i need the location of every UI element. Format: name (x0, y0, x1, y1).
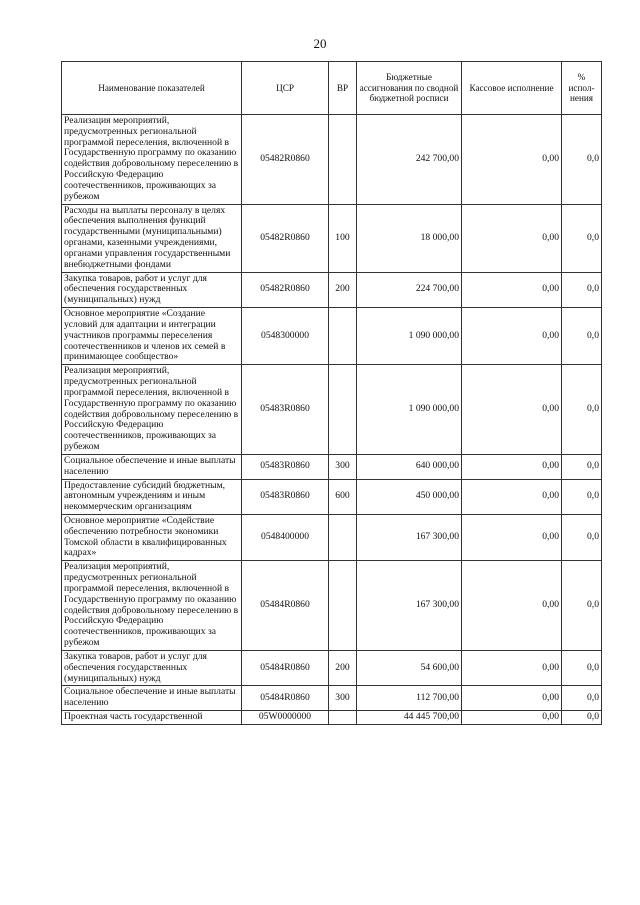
cell-budget: 54 600,00 (357, 650, 462, 685)
cell-name: Основное мероприятие «Создание условий для адаптации и интеграции участников программы переселения соотечественников и членов их семей в принимающее сообщество» (62, 308, 242, 365)
cell-vr: 600 (329, 479, 357, 514)
header-cash: Кассовое исполнение (462, 62, 562, 115)
cell-vr (329, 365, 357, 455)
cell-vr: 100 (329, 204, 357, 272)
table-row (62, 686, 602, 711)
cell-percent: 0,0 (562, 308, 602, 365)
table-row (62, 365, 602, 455)
cell-cash: 0,00 (462, 711, 562, 725)
cell-csr: 05482R0860 (242, 115, 329, 205)
cell-vr (329, 711, 357, 725)
cell-percent: 0,0 (562, 711, 602, 725)
cell-cash: 0,00 (462, 454, 562, 479)
cell-percent: 0,0 (562, 454, 602, 479)
cell-percent: 0,0 (562, 650, 602, 685)
cell-csr: 05482R0860 (242, 204, 329, 272)
cell-csr: 05484R0860 (242, 650, 329, 685)
header-name: Наименование показателей (62, 62, 242, 115)
cell-vr (329, 308, 357, 365)
cell-budget: 640 000,00 (357, 454, 462, 479)
cell-csr: 05484R0860 (242, 686, 329, 711)
cell-cash: 0,00 (462, 204, 562, 272)
cell-name: Реализация мероприятий, предусмотренных региональной программой переселения, включенной в Государственную программу по оказанию содействия добровольному переселению в Российскую Федерацию соотечественников, проживающих за рубежом (62, 365, 242, 455)
cell-budget: 1 090 000,00 (357, 365, 462, 455)
cell-csr: 05483R0860 (242, 454, 329, 479)
table-row (62, 650, 602, 685)
cell-cash: 0,00 (462, 479, 562, 514)
cell-budget: 18 000,00 (357, 204, 462, 272)
cell-percent: 0,0 (562, 686, 602, 711)
cell-budget: 167 300,00 (357, 561, 462, 651)
cell-name: Закупка товаров, работ и услуг для обеспечения государственных (муниципальных) нужд (62, 650, 242, 685)
table-row (62, 115, 602, 205)
header-percent: % испол-нения (562, 62, 602, 115)
cell-name: Реализация мероприятий, предусмотренных региональной программой переселения, включенной в Государственную программу по оказанию содействия добровольному переселению в Российскую Федерацию соотечественников, проживающих за рубежом (62, 561, 242, 651)
table-row (62, 204, 602, 272)
cell-percent: 0,0 (562, 479, 602, 514)
cell-csr: 0548400000 (242, 514, 329, 560)
cell-budget: 44 445 700,00 (357, 711, 462, 725)
cell-percent: 0,0 (562, 514, 602, 560)
cell-csr: 05484R0860 (242, 561, 329, 651)
cell-name: Основное мероприятие «Содействие обеспечению потребности экономики Томской области в квалифицированных кадрах» (62, 514, 242, 560)
cell-vr: 200 (329, 272, 357, 307)
cell-budget: 167 300,00 (357, 514, 462, 560)
cell-cash: 0,00 (462, 115, 562, 205)
cell-budget: 112 700,00 (357, 686, 462, 711)
cell-csr: 05W0000000 (242, 711, 329, 725)
cell-cash: 0,00 (462, 514, 562, 560)
cell-percent: 0,0 (562, 204, 602, 272)
cell-percent: 0,0 (562, 272, 602, 307)
cell-vr: 300 (329, 454, 357, 479)
cell-name: Социальное обеспечение и иные выплаты населению (62, 454, 242, 479)
cell-cash: 0,00 (462, 650, 562, 685)
cell-percent: 0,0 (562, 561, 602, 651)
cell-name: Закупка товаров, работ и услуг для обеспечения государственных (муниципальных) нужд (62, 272, 242, 307)
table-row (62, 308, 602, 365)
cell-percent: 0,0 (562, 115, 602, 205)
budget-table (61, 61, 602, 725)
cell-cash: 0,00 (462, 561, 562, 651)
cell-budget: 224 700,00 (357, 272, 462, 307)
cell-csr: 0548300000 (242, 308, 329, 365)
table-header-row (62, 62, 602, 115)
cell-cash: 0,00 (462, 308, 562, 365)
header-vr: ВР (329, 62, 357, 115)
header-budget: Бюджетные ассигнования по сводной бюджетной росписи (357, 62, 462, 115)
cell-vr: 300 (329, 686, 357, 711)
cell-budget: 450 000,00 (357, 479, 462, 514)
cell-vr (329, 514, 357, 560)
cell-vr (329, 115, 357, 205)
cell-percent: 0,0 (562, 365, 602, 455)
cell-cash: 0,00 (462, 272, 562, 307)
cell-vr: 200 (329, 650, 357, 685)
cell-csr: 05482R0860 (242, 272, 329, 307)
cell-name: Реализация мероприятий, предусмотренных региональной программой переселения, включенной в Государственную программу по оказанию содействия добровольному переселению в Российскую Федерацию соотечественников, проживающих за рубежом (62, 115, 242, 205)
table-row (62, 711, 602, 725)
header-csr: ЦСР (242, 62, 329, 115)
cell-vr (329, 561, 357, 651)
cell-csr: 05483R0860 (242, 365, 329, 455)
table-row (62, 479, 602, 514)
table-row (62, 454, 602, 479)
cell-name: Социальное обеспечение и иные выплаты населению (62, 686, 242, 711)
cell-name: Предоставление субсидий бюджетным, автономным учреждениям и иным некоммерческим организациям (62, 479, 242, 514)
cell-name: Проектная часть государственной (62, 711, 242, 725)
cell-cash: 0,00 (462, 365, 562, 455)
page-number: 20 (313, 36, 327, 51)
cell-csr: 05483R0860 (242, 479, 329, 514)
cell-budget: 1 090 000,00 (357, 308, 462, 365)
table-row (62, 272, 602, 307)
cell-name: Расходы на выплаты персоналу в целях обеспечения выполнения функций государственными (муниципальными) органами, казенными учреждениями, органами управления государственными внебюджетными фондами (62, 204, 242, 272)
cell-cash: 0,00 (462, 686, 562, 711)
table-row (62, 561, 602, 651)
cell-budget: 242 700,00 (357, 115, 462, 205)
table-row (62, 514, 602, 560)
